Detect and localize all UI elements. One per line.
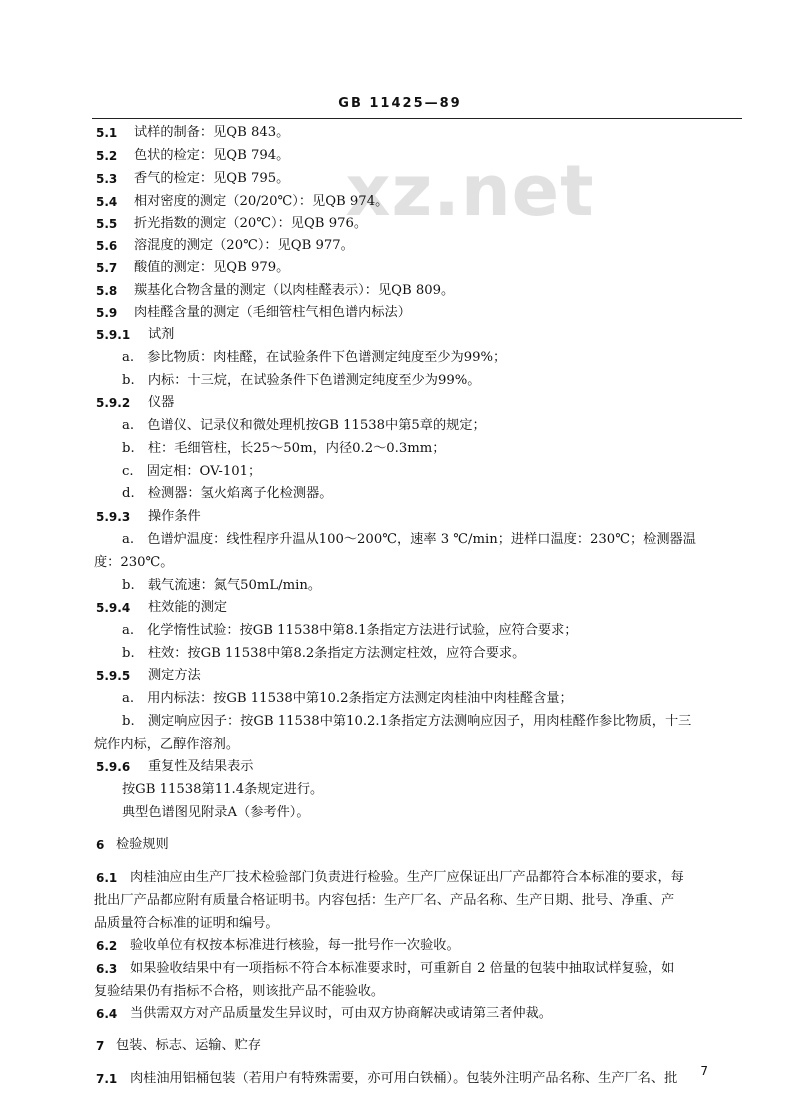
section-number: 5.9.2 <box>96 396 131 410</box>
text-line: b. 柱：毛细管柱，长25～50m，内径0.2～0.3mm； <box>122 441 446 456</box>
text-line: 相对密度的测定（20/20℃）：见QB 974。 <box>134 194 389 209</box>
section-number: 5.5 <box>96 217 118 231</box>
text-line: 度：230℃。 <box>94 555 174 570</box>
section-number: 6.1 <box>96 871 118 885</box>
section-number: 5.9.1 <box>96 328 131 342</box>
text-line: 羰基化合物含量的测定（以肉桂醛表示）：见QB 809。 <box>134 283 455 298</box>
text-line: 肉桂醛含量的测定（毛细管柱气相色谱内标法） <box>134 305 411 320</box>
text-line: a. 参比物质：肉桂醛，在试验条件下色谱测定纯度至少为99%； <box>122 350 507 365</box>
text-line: 当供需双方对产品质量发生异议时，可由双方协商解决或请第三者仲裁。 <box>130 1006 552 1021</box>
section-number: 7.1 <box>96 1072 118 1086</box>
section-number: 5.1 <box>96 126 118 140</box>
text-line: 试剂 <box>148 327 175 342</box>
text-line: 色状的检定：见QB 794。 <box>134 148 290 163</box>
text-line: b. 内标：十三烷，在试验条件下色谱测定纯度至少为99%。 <box>122 373 481 388</box>
section-number: 5.3 <box>96 172 118 186</box>
section-number: 5.9 <box>96 306 118 320</box>
section-number: 5.8 <box>96 284 118 298</box>
text-line: 仪器 <box>148 395 175 410</box>
text-line: a. 用内标法：按GB 11538中第10.2条指定方法测定肉桂油中肉桂醛含量； <box>122 691 573 706</box>
page-header: GB 11425—89 <box>338 96 462 111</box>
text-line: 按GB 11538第11.4条规定进行。 <box>122 782 324 797</box>
watermark: xz.net <box>345 150 595 232</box>
text-line: 重复性及结果表示 <box>148 759 254 774</box>
text-line: d. 检测器：氢火焰离子化检测器。 <box>122 486 333 501</box>
section-number: 6 <box>96 838 105 852</box>
text-line: 试样的制备：见QB 843。 <box>134 125 290 140</box>
text-line: b. 测定响应因子：按GB 11538中第10.2.1条指定方法测响应因子，用肉桂醛作参比物质，十三 <box>122 714 692 729</box>
header-rule <box>92 118 742 119</box>
section-number: 5.6 <box>96 239 118 253</box>
section-number: 5.9.5 <box>96 669 131 683</box>
text-line: 肉桂油应由生产厂技术检验部门负责进行检验。生产厂应保证出厂产品都符合本标准的要求，每 <box>130 870 684 885</box>
section-number: 5.2 <box>96 149 118 163</box>
section-number: 5.9.4 <box>96 601 131 615</box>
text-line: 烷作内标，乙醇作溶剂。 <box>94 737 240 752</box>
text-line: 如果验收结果中有一项指标不符合本标准要求时，可重新自 2 倍量的包装中抽取试样复验，如 <box>130 961 675 976</box>
text-line: 验收单位有权按本标准进行核验，每一批号作一次验收。 <box>130 938 460 953</box>
section-number: 5.9.3 <box>96 510 131 524</box>
text-line: 包装、标志、运输、贮存 <box>116 1038 262 1053</box>
page-number: 7 <box>700 1064 708 1078</box>
section-number: 7 <box>96 1039 105 1053</box>
text-line: 柱效能的测定 <box>148 600 228 615</box>
text-line: a. 色谱炉温度：线性程序升温从100～200℃，速率 3 ℃/min；进样口温度：230℃；检测器温 <box>122 532 696 547</box>
text-line: 折光指数的测定（20℃）：见QB 976。 <box>134 216 368 231</box>
text-line: 肉桂油用铝桶包装（若用户有特殊需要，亦可用白铁桶）。包装外注明产品名称、生产厂名、批 <box>130 1071 678 1086</box>
section-number: 6.4 <box>96 1007 118 1021</box>
text-line: 典型色谱图见附录A（参考件）。 <box>122 805 310 820</box>
text-line: 香气的检定：见QB 795。 <box>134 171 290 186</box>
text-line: a. 色谱仪、记录仪和微处理机按GB 11538中第5章的规定； <box>122 418 486 433</box>
text-line: 复验结果仍有指标不合格，则该批产品不能验收。 <box>94 984 385 999</box>
text-line: 品质量符合标准的证明和编号。 <box>94 916 279 931</box>
text-line: b. 载气流速：氮气50mL/min。 <box>122 578 322 593</box>
section-number: 5.4 <box>96 195 118 209</box>
text-line: 溶混度的测定（20℃）：见QB 977。 <box>134 238 354 253</box>
text-line: 酸值的测定：见QB 979。 <box>134 260 290 275</box>
section-number: 6.3 <box>96 962 118 976</box>
text-line: a. 化学惰性试验：按GB 11538中第8.1条指定方法进行试验，应符合要求； <box>122 623 578 638</box>
text-line: 批出厂产品都应附有质量合格证明书。内容包括：生产厂名、产品名称、生产日期、批号、净重、产 <box>94 893 675 908</box>
text-line: b. 柱效：按GB 11538中第8.2条指定方法测定柱效，应符合要求。 <box>122 646 526 661</box>
section-number: 6.2 <box>96 939 118 953</box>
text-line: 操作条件 <box>148 509 201 524</box>
section-number: 5.7 <box>96 261 118 275</box>
text-line: 检验规则 <box>116 837 169 852</box>
section-number: 5.9.6 <box>96 760 131 774</box>
text-line: 测定方法 <box>148 668 201 683</box>
text-line: c. 固定相：OV-101； <box>122 464 262 479</box>
